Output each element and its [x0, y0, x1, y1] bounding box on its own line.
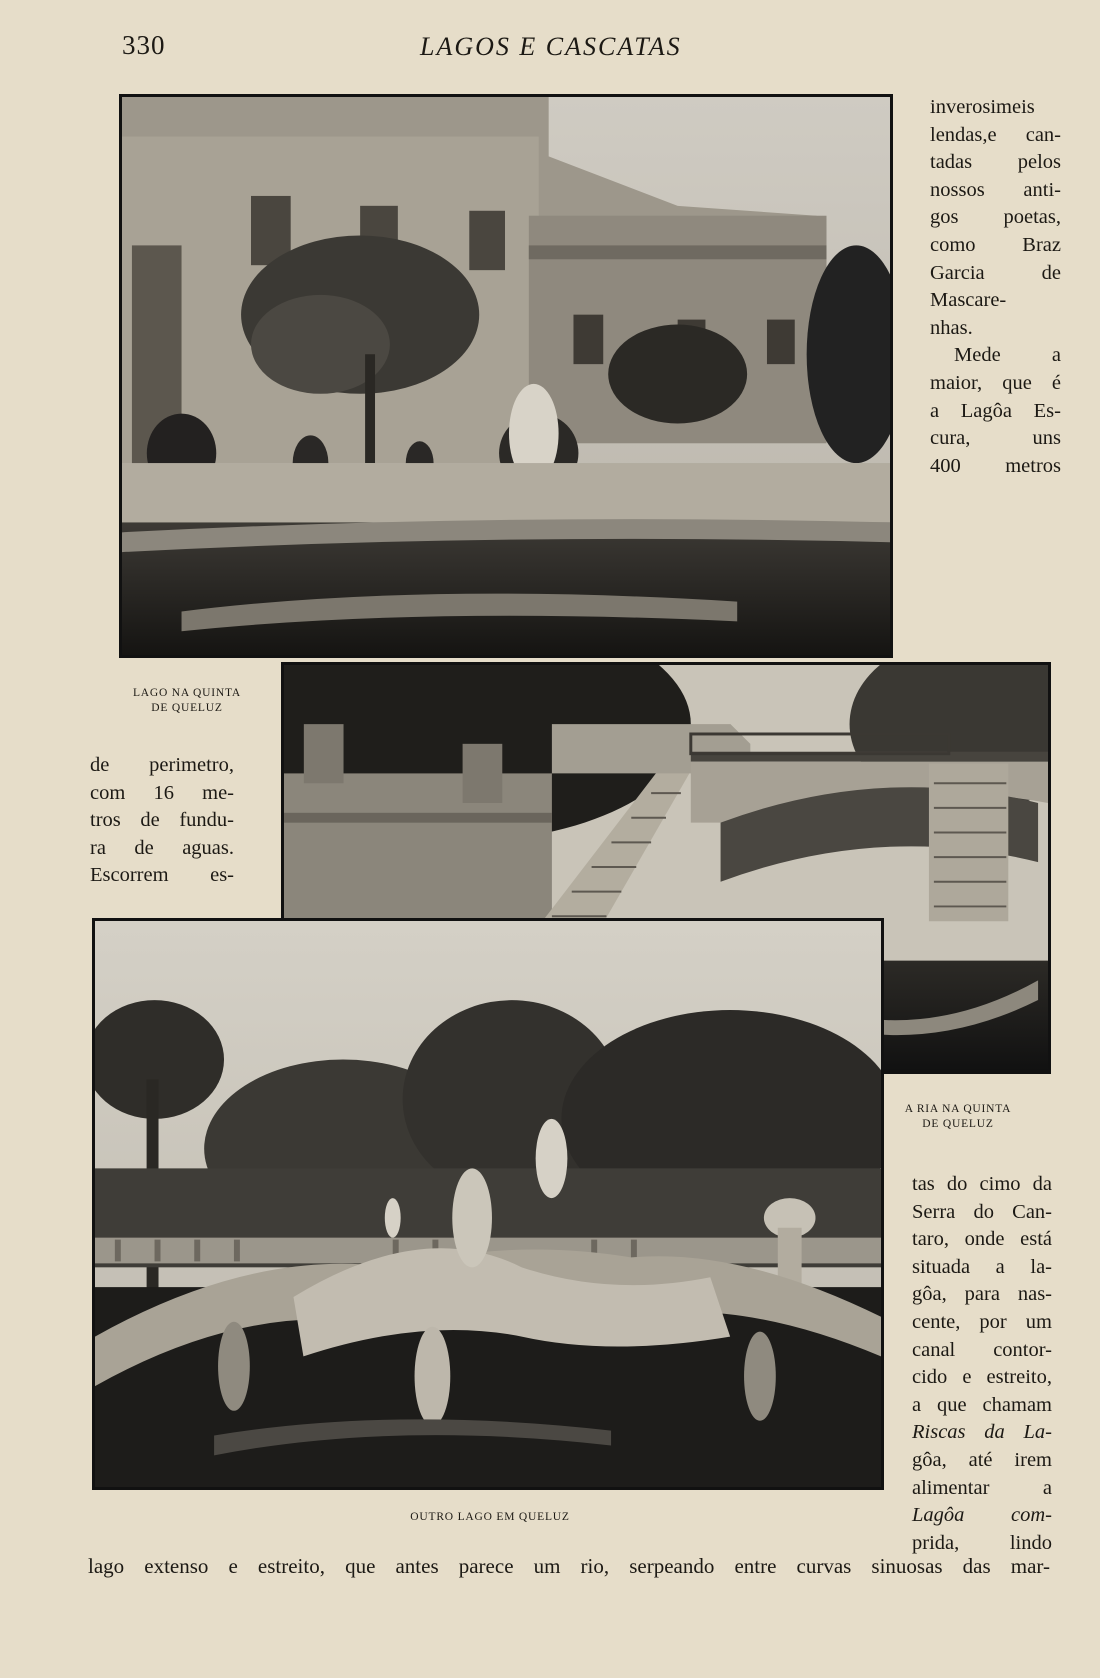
photo-outro-lago-image	[95, 921, 881, 1487]
text-line: a Lagôa Es-	[930, 399, 1061, 422]
text-line: a que chamam	[912, 1393, 1052, 1416]
text-line: Lagôa com-	[912, 1504, 1052, 1527]
text-line: situada a la-	[912, 1255, 1052, 1278]
photo-lago-image	[122, 97, 890, 655]
caption-line: A RIA NA QUINTA	[904, 1103, 1012, 1115]
text-line: gôa, até irem	[912, 1448, 1052, 1471]
text-line: Garcia de	[930, 261, 1061, 284]
caption-photo-1	[112, 686, 262, 716]
photo-lago-quinta-queluz	[119, 94, 893, 658]
text-line: Riscas da La-	[912, 1421, 1052, 1444]
text-line: Mascare-	[930, 289, 1007, 312]
text-line: nhas.	[930, 316, 973, 339]
text-line: canal contor-	[912, 1338, 1052, 1361]
text-line: tros de fundu-	[90, 809, 234, 832]
running-title: LAGOS E CASCATAS	[420, 32, 682, 61]
text-column-top-right	[930, 94, 1061, 480]
text-line: cura, uns	[930, 427, 1061, 450]
text-line: lendas,e can-	[930, 123, 1061, 146]
text-column-bottom-right	[912, 1171, 1052, 1557]
text-line: Serra do Can-	[912, 1200, 1052, 1223]
text-line: nossos anti-	[930, 178, 1061, 201]
caption-photo-2	[888, 1102, 1028, 1132]
text-line: cido e estreito,	[912, 1366, 1052, 1389]
text-line: gos poetas,	[930, 206, 1061, 229]
text-line: de perimetro,	[90, 754, 234, 776]
caption-photo-3: OUTRO LAGO EM QUELUZ	[410, 1511, 570, 1523]
caption-line: LAGO NA QUINTA	[132, 687, 242, 699]
caption-line: DE QUELUZ	[151, 702, 223, 714]
text-line: com 16 me-	[90, 781, 234, 804]
text-line: 400 metros	[930, 454, 1061, 477]
text-line: Mede a	[954, 344, 1061, 367]
text-line: tadas pelos	[930, 151, 1061, 174]
text-line: inverosimeis	[930, 96, 1035, 118]
text-column-left	[90, 752, 234, 890]
text-line: ra de aguas.	[90, 836, 234, 859]
text-line: prida, lindo	[912, 1531, 1052, 1554]
photo-outro-lago-queluz	[92, 918, 884, 1490]
page-number: 330	[122, 30, 166, 60]
text-line: taro, onde está	[912, 1228, 1052, 1251]
text-line: gôa, para nas-	[912, 1283, 1052, 1306]
bottom-text-line: lago extenso e estreito, que antes parece um rio, serpeando entre curvas sinuosas das mar-	[88, 1554, 1050, 1578]
text-line: alimentar a	[912, 1476, 1052, 1499]
text-line: tas do cimo da	[912, 1173, 1052, 1195]
text-line: Escorrem es-	[90, 864, 234, 887]
text-line: maior, que é	[930, 371, 1061, 394]
caption-line: DE QUELUZ	[922, 1118, 994, 1130]
text-line: cente, por um	[912, 1310, 1052, 1333]
text-line: como Braz	[930, 233, 1061, 256]
